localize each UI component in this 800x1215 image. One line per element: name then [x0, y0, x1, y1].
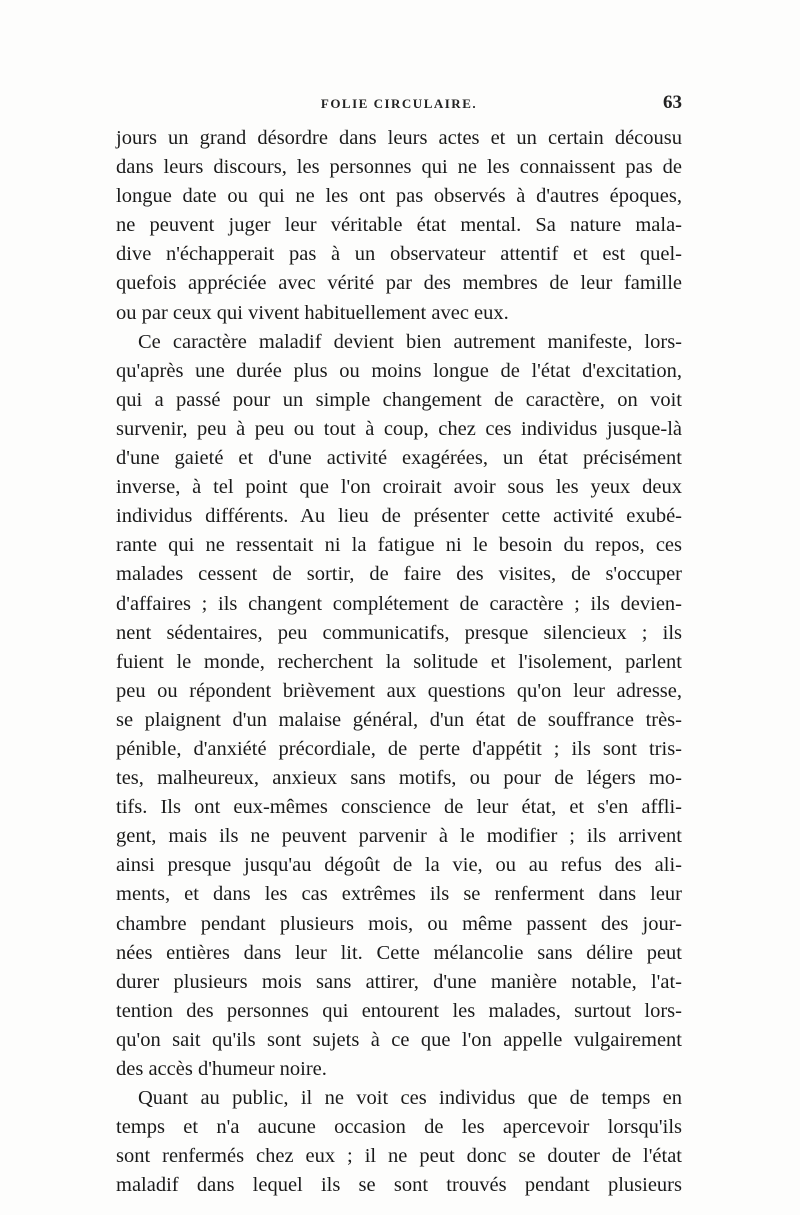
text-line: sont renfermés chez eux ; il ne peut donc se douter de l'état — [116, 1145, 682, 1168]
text-line: des accès d'humeur noire. — [116, 1058, 327, 1080]
text-line: ainsi presque jusqu'au dégoût de la vie, ou au refus des ali- — [116, 854, 682, 877]
text-line: ments, et dans les cas extrêmes ils se renferment dans leur — [116, 883, 682, 906]
text-line: temps et n'a aucune occasion de les apercevoir lorsqu'ils — [116, 1116, 682, 1139]
text-line: gent, mais ils ne peuvent parvenir à le modifier ; ils arrivent — [116, 825, 682, 848]
text-line: ne peuvent juger leur véritable état mental. Sa nature mala- — [116, 214, 682, 237]
body-text — [116, 124, 682, 1200]
text-line: jours un grand désordre dans leurs actes et un certain décousu — [116, 127, 682, 149]
text-line: dans leurs discours, les personnes qui ne les connaissent pas de — [116, 156, 682, 179]
text-line: qu'après une durée plus ou moins longue de l'état d'excitation, — [116, 359, 682, 382]
text-line: individus différents. Au lieu de présenter cette activité exubé- — [116, 505, 682, 528]
page-number: 63 — [663, 92, 682, 113]
text-line: tifs. Ils ont eux-mêmes conscience de leur état, et s'en affli- — [116, 796, 682, 819]
text-line: chambre pendant plusieurs mois, ou même passent des jour- — [116, 912, 682, 935]
text-line: tes, malheureux, anxieux sans motifs, ou pour de légers mo- — [116, 767, 682, 790]
text-line: fuient le monde, recherchent la solitude et l'isolement, parlent — [116, 650, 682, 673]
text-line: malades cessent de sortir, de faire des visites, de s'occuper — [116, 563, 682, 586]
text-line: qui a passé pour un simple changement de caractère, on voit — [116, 388, 682, 411]
text-line: Ce caractère maladif devient bien autrement manifeste, lors- — [138, 330, 682, 353]
text-line: nées entières dans leur lit. Cette mélancolie sans délire peut — [116, 941, 682, 964]
running-header — [116, 92, 682, 118]
text-line: inverse, à tel point que l'on croirait avoir sous les yeux deux — [116, 476, 682, 499]
text-line: quefois appréciée avec vérité par des membres de leur famille — [116, 272, 682, 295]
text-line: se plaignent d'un malaise général, d'un état de souffrance très- — [116, 708, 682, 731]
text-line: dive n'échapperait pas à un observateur attentif et est quel- — [116, 243, 682, 266]
text-line: survenir, peu à peu ou tout à coup, chez ces individus jusque-là — [116, 417, 682, 440]
text-line: ou par ceux qui vivent habituellement avec eux. — [116, 301, 509, 324]
text-line: maladif dans lequel ils se sont trouvés pendant plusieurs — [116, 1174, 682, 1197]
text-line: d'une gaieté et d'une activité exagérées, un état précisément — [116, 447, 682, 470]
text-line: qu'on sait qu'ils sont sujets à ce que l'on appelle vulgairement — [116, 1028, 682, 1051]
text-line: nent sédentaires, peu communicatifs, presque silencieux ; ils — [116, 621, 682, 644]
text-line: pénible, d'anxiété précordiale, de perte d'appétit ; ils sont tris- — [116, 737, 682, 760]
text-line: Quant au public, il ne voit ces individus que de temps en — [138, 1087, 682, 1110]
text-line: tention des personnes qui entourent les malades, surtout lors- — [116, 999, 682, 1022]
running-title: FOLIE CIRCULAIRE. — [320, 96, 478, 111]
text-line: durer plusieurs mois sans attirer, d'une manière notable, l'at- — [116, 970, 682, 993]
text-line: peu ou répondent brièvement aux questions qu'on leur adresse, — [116, 679, 682, 702]
text-line: rante qui ne ressentait ni la fatigue ni le besoin du repos, ces — [116, 534, 682, 557]
text-line: d'affaires ; ils changent complétement de caractère ; ils devien- — [116, 592, 682, 615]
text-line: longue date ou qui ne les ont pas observés à d'autres époques, — [116, 185, 682, 208]
